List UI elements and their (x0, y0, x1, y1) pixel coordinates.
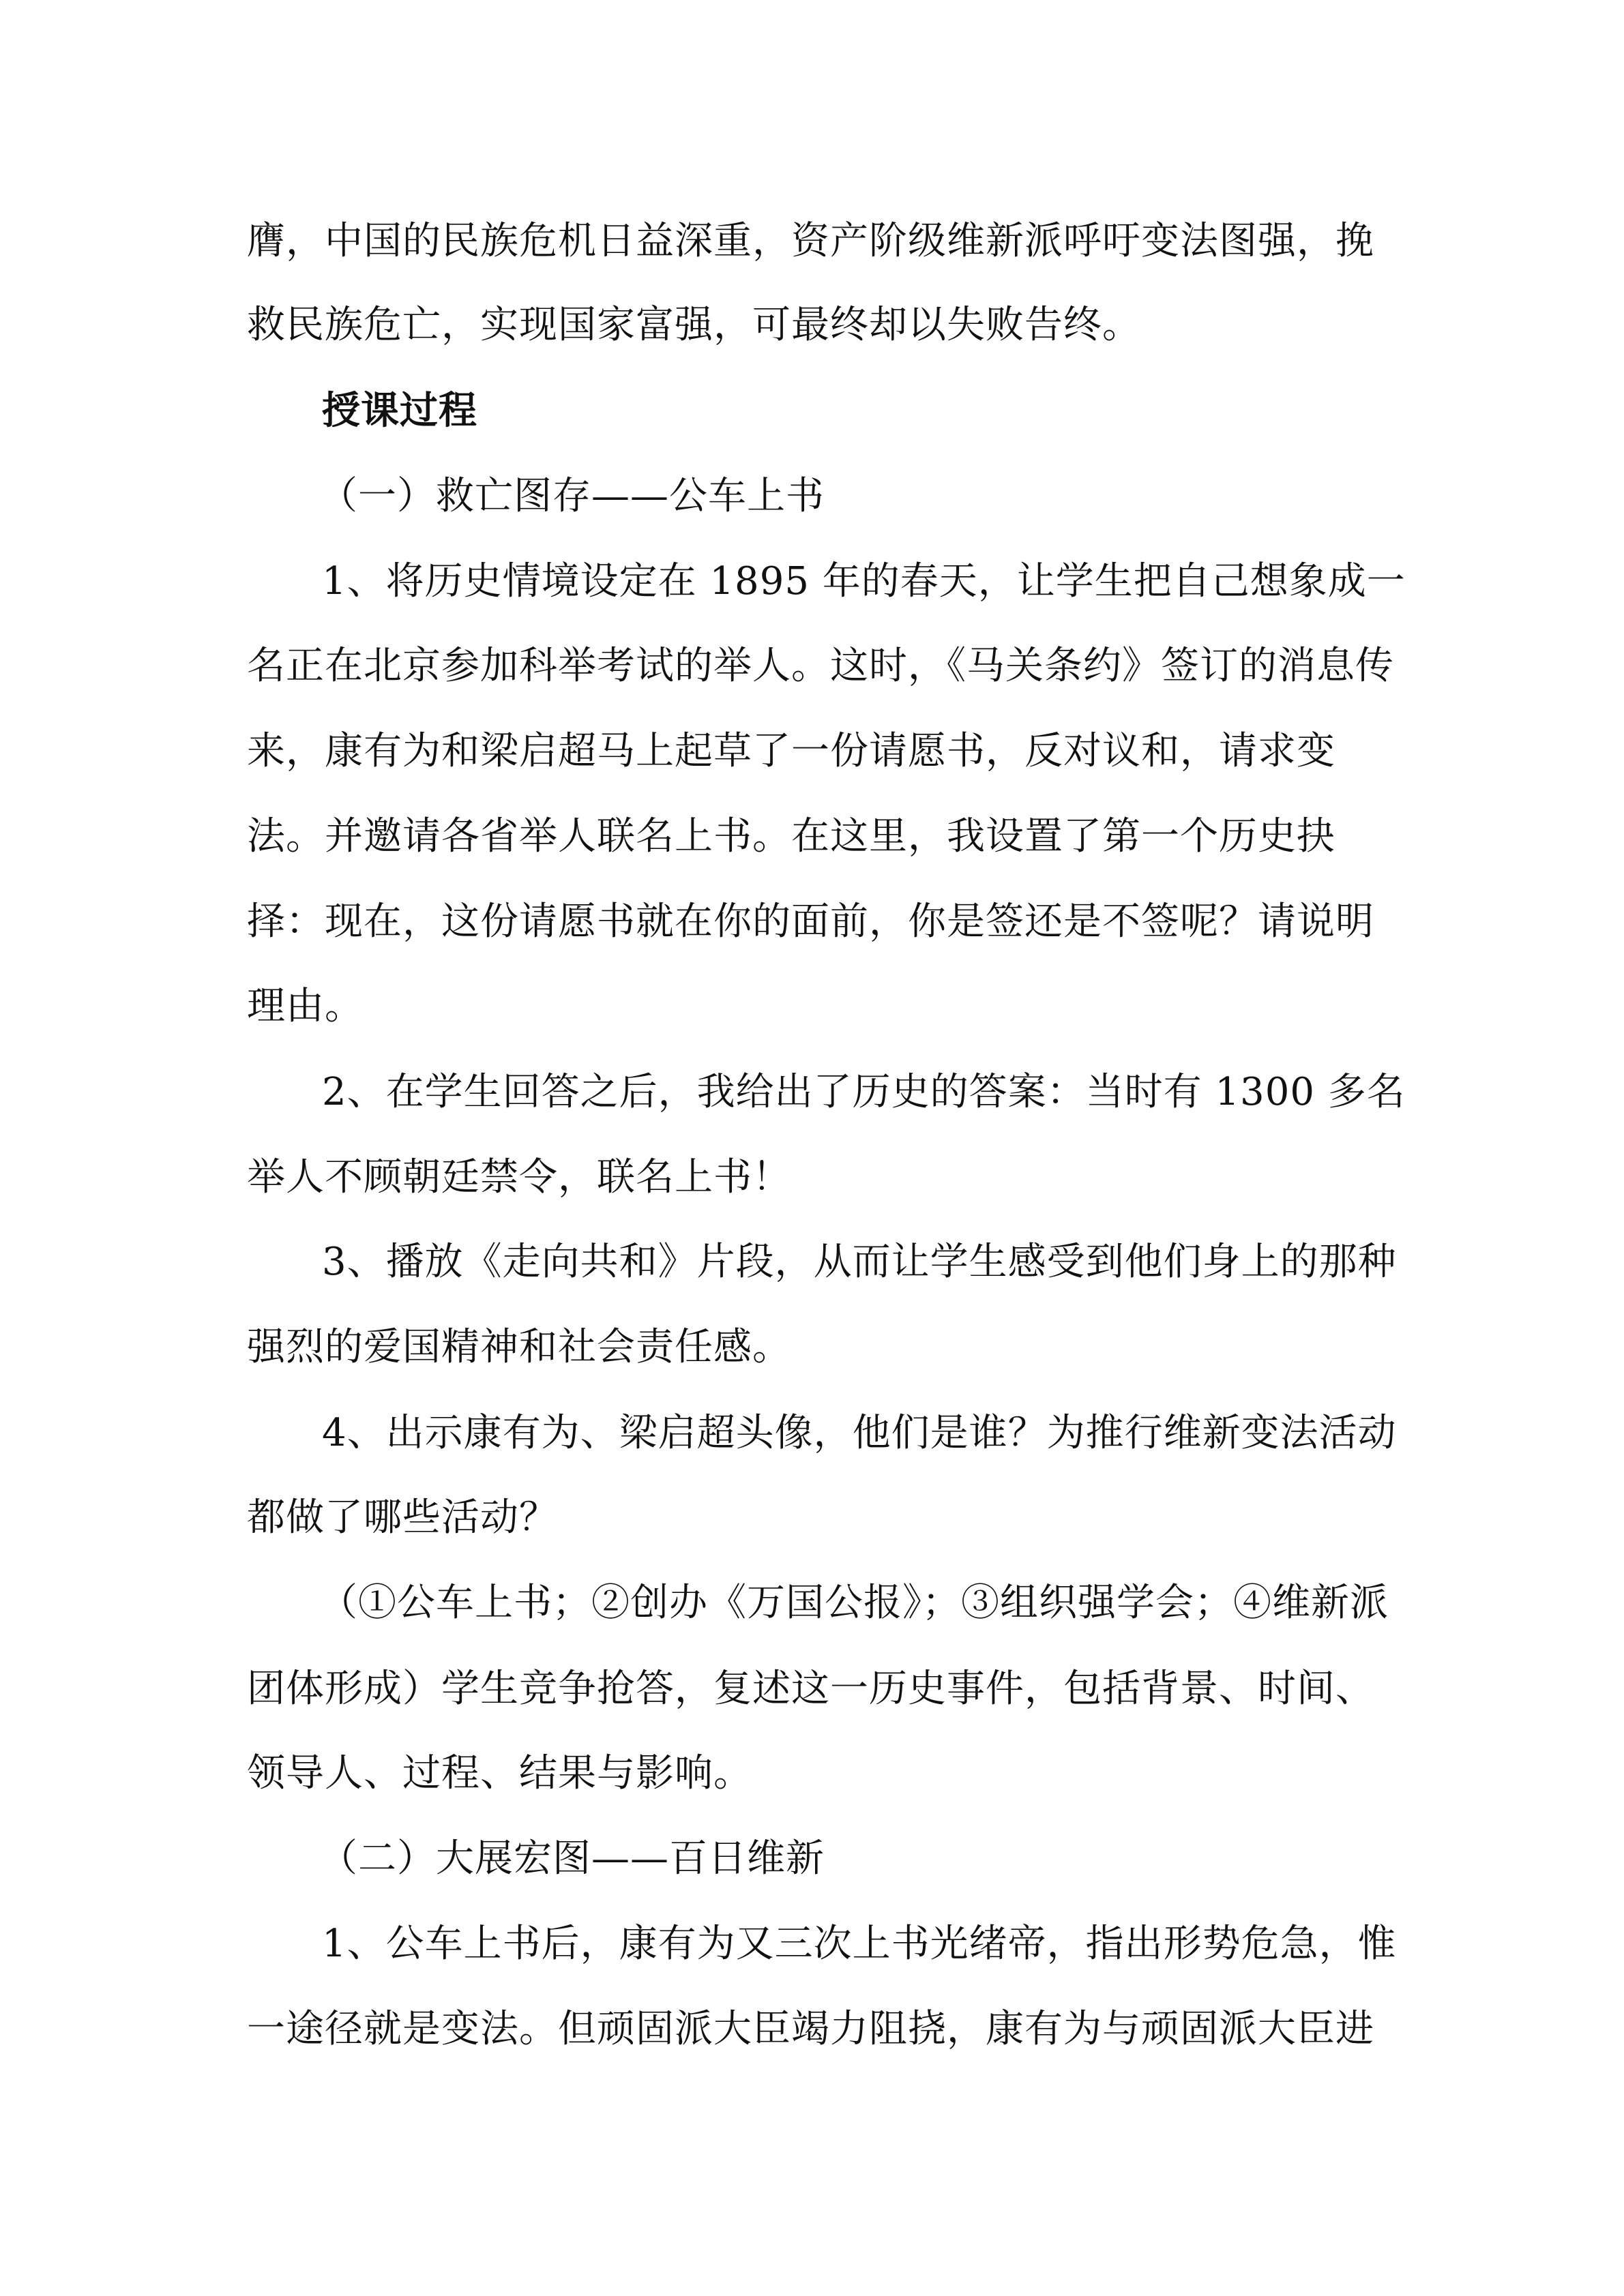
paragraph-line: 一途径就是变法。但顽固派大臣竭力阻挠，康有为与顽固派大臣进 (247, 2007, 1374, 2051)
paragraph-line: 名正在北京参加科举考试的举人。这时，《马关条约》签订的消息传 (247, 644, 1394, 688)
paragraph-line: 4、出示康有为、梁启超头像，他们是谁？为推行维新变法活动 (322, 1411, 1397, 1455)
paragraph-line: （①公车上书；②创办《万国公报》；③组织强学会；④维新派 (319, 1581, 1389, 1625)
paragraph-line: 举人不顾朝廷禁令，联名上书！ (247, 1155, 791, 1199)
paragraph-line: 1、将历史情境设定在 1895 年的春天，让学生把自己想象成一 (322, 559, 1406, 603)
paragraph-line: 择：现在，这份请愿书就在你的面前，你是签还是不签呢？请说明 (247, 899, 1374, 944)
paragraph-line: 2、在学生回答之后，我给出了历史的答案：当时有 1300 多名 (322, 1070, 1406, 1114)
subsection-heading: （二）大展宏图——百日维新 (319, 1836, 825, 1881)
paragraph-line: 都做了哪些活动？ (247, 1495, 558, 1540)
subsection-heading: （一）救亡图存——公车上书 (319, 474, 825, 518)
paragraph-line: 来，康有为和梁启超马上起草了一份请愿书，反对议和，请求变 (247, 729, 1335, 773)
paragraph-line: 领导人、过程、结果与影响。 (247, 1751, 752, 1795)
paragraph-line: 法。并邀请各省举人联名上书。在这里，我设置了第一个历史抉 (247, 814, 1335, 859)
paragraph-line: 理由。 (247, 984, 364, 1028)
paragraph-line: 3、播放《走向共和》片段，从而让学生感受到他们身上的那种 (322, 1240, 1397, 1284)
paragraph-line: 救民族危亡，实现国家富强，可最终却以失败告终。 (247, 303, 1141, 347)
paragraph-line: 膺，中国的民族危机日益深重，资产阶级维新派呼吁变法图强，挽 (247, 219, 1374, 263)
section-heading: 授课过程 (322, 388, 477, 433)
paragraph-line: 1、公车上书后，康有为又三次上书光绪帝，指出形势危急，惟 (322, 1922, 1397, 1966)
paragraph-line: 强烈的爱国精神和社会责任感。 (247, 1325, 791, 1369)
paragraph-line: 团体形成）学生竞争抢答，复述这一历史事件，包括背景、时间、 (247, 1667, 1374, 1711)
